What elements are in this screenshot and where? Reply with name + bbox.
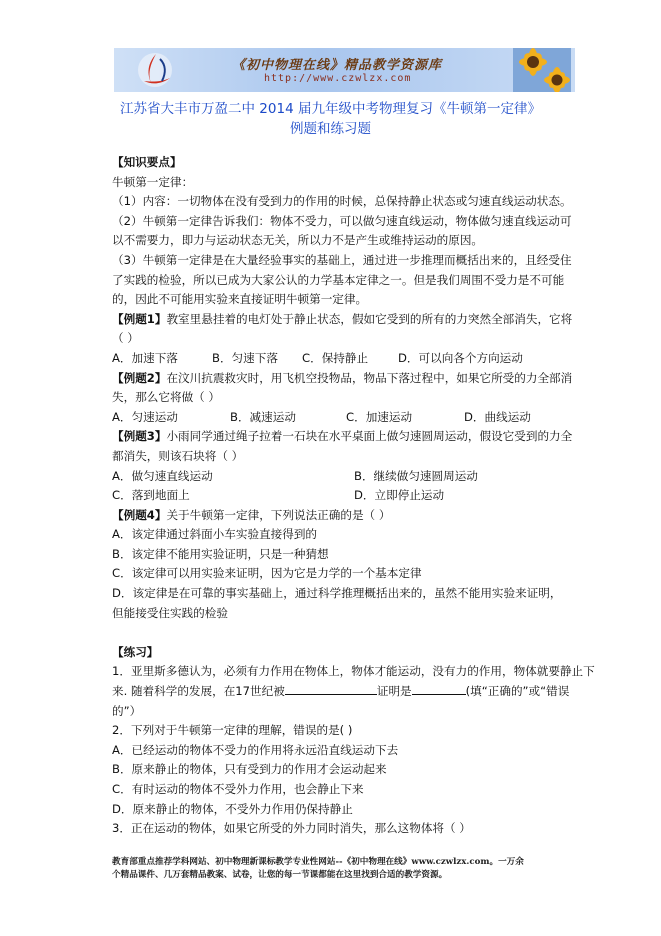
site-banner — [114, 48, 575, 92]
option: D．可以向各个方向运动 — [398, 350, 523, 365]
practice-q2: 2．下列对于牛顿第一定律的理解，错误的是( ) — [112, 723, 353, 738]
option: D．曲线运动 — [464, 409, 531, 424]
example-1-question-cont: （ ） — [112, 331, 139, 346]
option: A．加速下落 — [112, 350, 178, 365]
option: C．落到地面上 — [112, 488, 190, 503]
knowledge-p2b: 以不需要力，即力与运动状态无关，所以力不是产生或维持运动的原因。 — [112, 233, 484, 248]
example-1-text: 教室里悬挂着的电灯处于静止状态，假如它受到的所有的力突然全部消失，它将 — [166, 311, 573, 326]
example-2-options — [112, 408, 578, 428]
knowledge-p1: （1）内容：一切物体在没有受到力的作用的时候，总保持静止状态或匀速直线运动状态。 — [112, 194, 572, 209]
footer-line1: 教育部重点推荐学科网站、初中物理新课标教学专业性网站--《初中物理在线》www.czwlzx.com。一万余 — [112, 857, 524, 867]
practice-q1-line2 — [112, 682, 578, 702]
knowledge-p3a: （3）牛顿第一定律是在大量经验事实的基础上，通过进一步推理而概括出来的，且经受住 — [112, 252, 572, 267]
example-3-options-row1 — [112, 467, 578, 487]
page-footer — [112, 856, 578, 882]
practice-header: 【练习】 — [112, 644, 159, 659]
knowledge-p2a: （2）牛顿第一定律告诉我们：物体不受力，可以做匀速直线运动，物体做匀速直线运动可 — [112, 213, 572, 228]
example-2-question-cont: 失，那么它将做（ ） — [112, 390, 221, 405]
option: A．做匀速直线运动 — [112, 468, 213, 483]
example-1-options — [112, 349, 578, 369]
example-3-question-cont: 都消失，则该石块将（ ） — [112, 448, 244, 463]
practice-q1-text-c: (填“正确的”或“错误 — [465, 684, 570, 699]
option: C．加速运动 — [346, 409, 413, 424]
option: B．减速运动 — [230, 409, 296, 424]
example-3-text: 小雨同学通过绳子拉着一石块在水平桌面上做匀速圆周运动，假设它受到的力全 — [166, 429, 573, 444]
option: C．该定律可以用实验来证明，因为它是力学的一个基本定律 — [112, 566, 422, 581]
option: D．立即停止运动 — [354, 488, 445, 503]
practice-q1-text-a: 来. 随着科学的发展，在17世纪被 — [112, 684, 285, 699]
document-title-line1: 江苏省大丰市万盈二中 2014 届九年级中考物理复习《牛顿第一定律》 — [120, 101, 541, 117]
option: B．原来静止的物体，只有受到力的作用才会运动起来 — [112, 762, 387, 777]
footer-line2: 个精品课件、几万套精品教案、试卷，让您的每一节课都能在这里找到合适的教学资源。 — [112, 870, 448, 880]
option: B．匀速下落 — [212, 350, 278, 365]
knowledge-p3b: 了实践的检验，所以已成为大家公认的力学基本定律之一。但是我们周围不受力是不可能 — [112, 272, 565, 287]
site-logo-icon — [136, 51, 174, 89]
knowledge-intro: 牛顿第一定律： — [112, 174, 194, 189]
example-1-tag: 【例题1】 — [112, 311, 167, 326]
sunflower-icon — [513, 48, 571, 92]
option: B．继续做匀速圆周运动 — [354, 468, 478, 483]
practice-q3: 3．正在运动的物体，如果它所受的外力同时消失，那么这物体将（ ） — [112, 821, 471, 836]
option: D．原来静止的物体，不受外力作用仍保持静止 — [112, 801, 353, 816]
example-4-tag: 【例题4】 — [112, 507, 167, 522]
example-3-tag: 【例题3】 — [112, 429, 167, 444]
spacer — [112, 623, 578, 643]
answer-blank[interactable] — [285, 682, 377, 695]
example-2-tag: 【例题2】 — [112, 370, 167, 385]
example-3-options-row2 — [112, 486, 578, 506]
answer-blank[interactable] — [412, 682, 466, 695]
example-2-question — [112, 369, 578, 389]
knowledge-header: 【知识要点】 — [112, 155, 182, 169]
option: C．有时运动的物体不受外力作用，也会静止下来 — [112, 782, 364, 796]
option: D．该定律是在可靠的事实基础上，通过科学推理概括出来的，虽然不能用实验来证明， — [112, 586, 562, 601]
example-2-text: 在汶川抗震救灾时，用飞机空投物品，物品下落过程中，如果它所受的力全部消 — [166, 370, 573, 385]
practice-q1-line3: 的”） — [112, 703, 142, 718]
option-cont: 但能接受住实践的检验 — [112, 605, 228, 620]
document-body — [112, 153, 595, 839]
document-title-line2: 例题和练习题 — [290, 121, 371, 137]
option: A．该定律通过斜面小车实验直接得到的 — [112, 527, 318, 542]
example-3-question — [112, 427, 578, 447]
option: A．已经运动的物体不受力的作用将永远沿直线运动下去 — [112, 742, 399, 757]
option: A．匀速运动 — [112, 409, 178, 424]
example-4-text: 关于牛顿第一定律，下列说法正确的是（ ） — [166, 507, 391, 522]
banner-url: http://www.czwlzx.com — [264, 73, 412, 84]
practice-q1-text-b: 证明是 — [376, 684, 412, 699]
example-4-question — [112, 506, 578, 526]
example-1-question — [112, 310, 578, 330]
banner-title: 《初中物理在线》精品教学资源库 — [232, 58, 443, 73]
option: C．保持静止 — [302, 350, 369, 365]
knowledge-p3c: 的，因此不可能用实验来直接证明牛顿第一定律。 — [112, 292, 368, 307]
option: B．该定律不能用实验证明，只是一种猜想 — [112, 546, 329, 561]
practice-q1-line1: 1．亚里斯多德认为，必须有力作用在物体上，物体才能运动，没有力的作用，物体就要静止下 — [112, 664, 595, 679]
